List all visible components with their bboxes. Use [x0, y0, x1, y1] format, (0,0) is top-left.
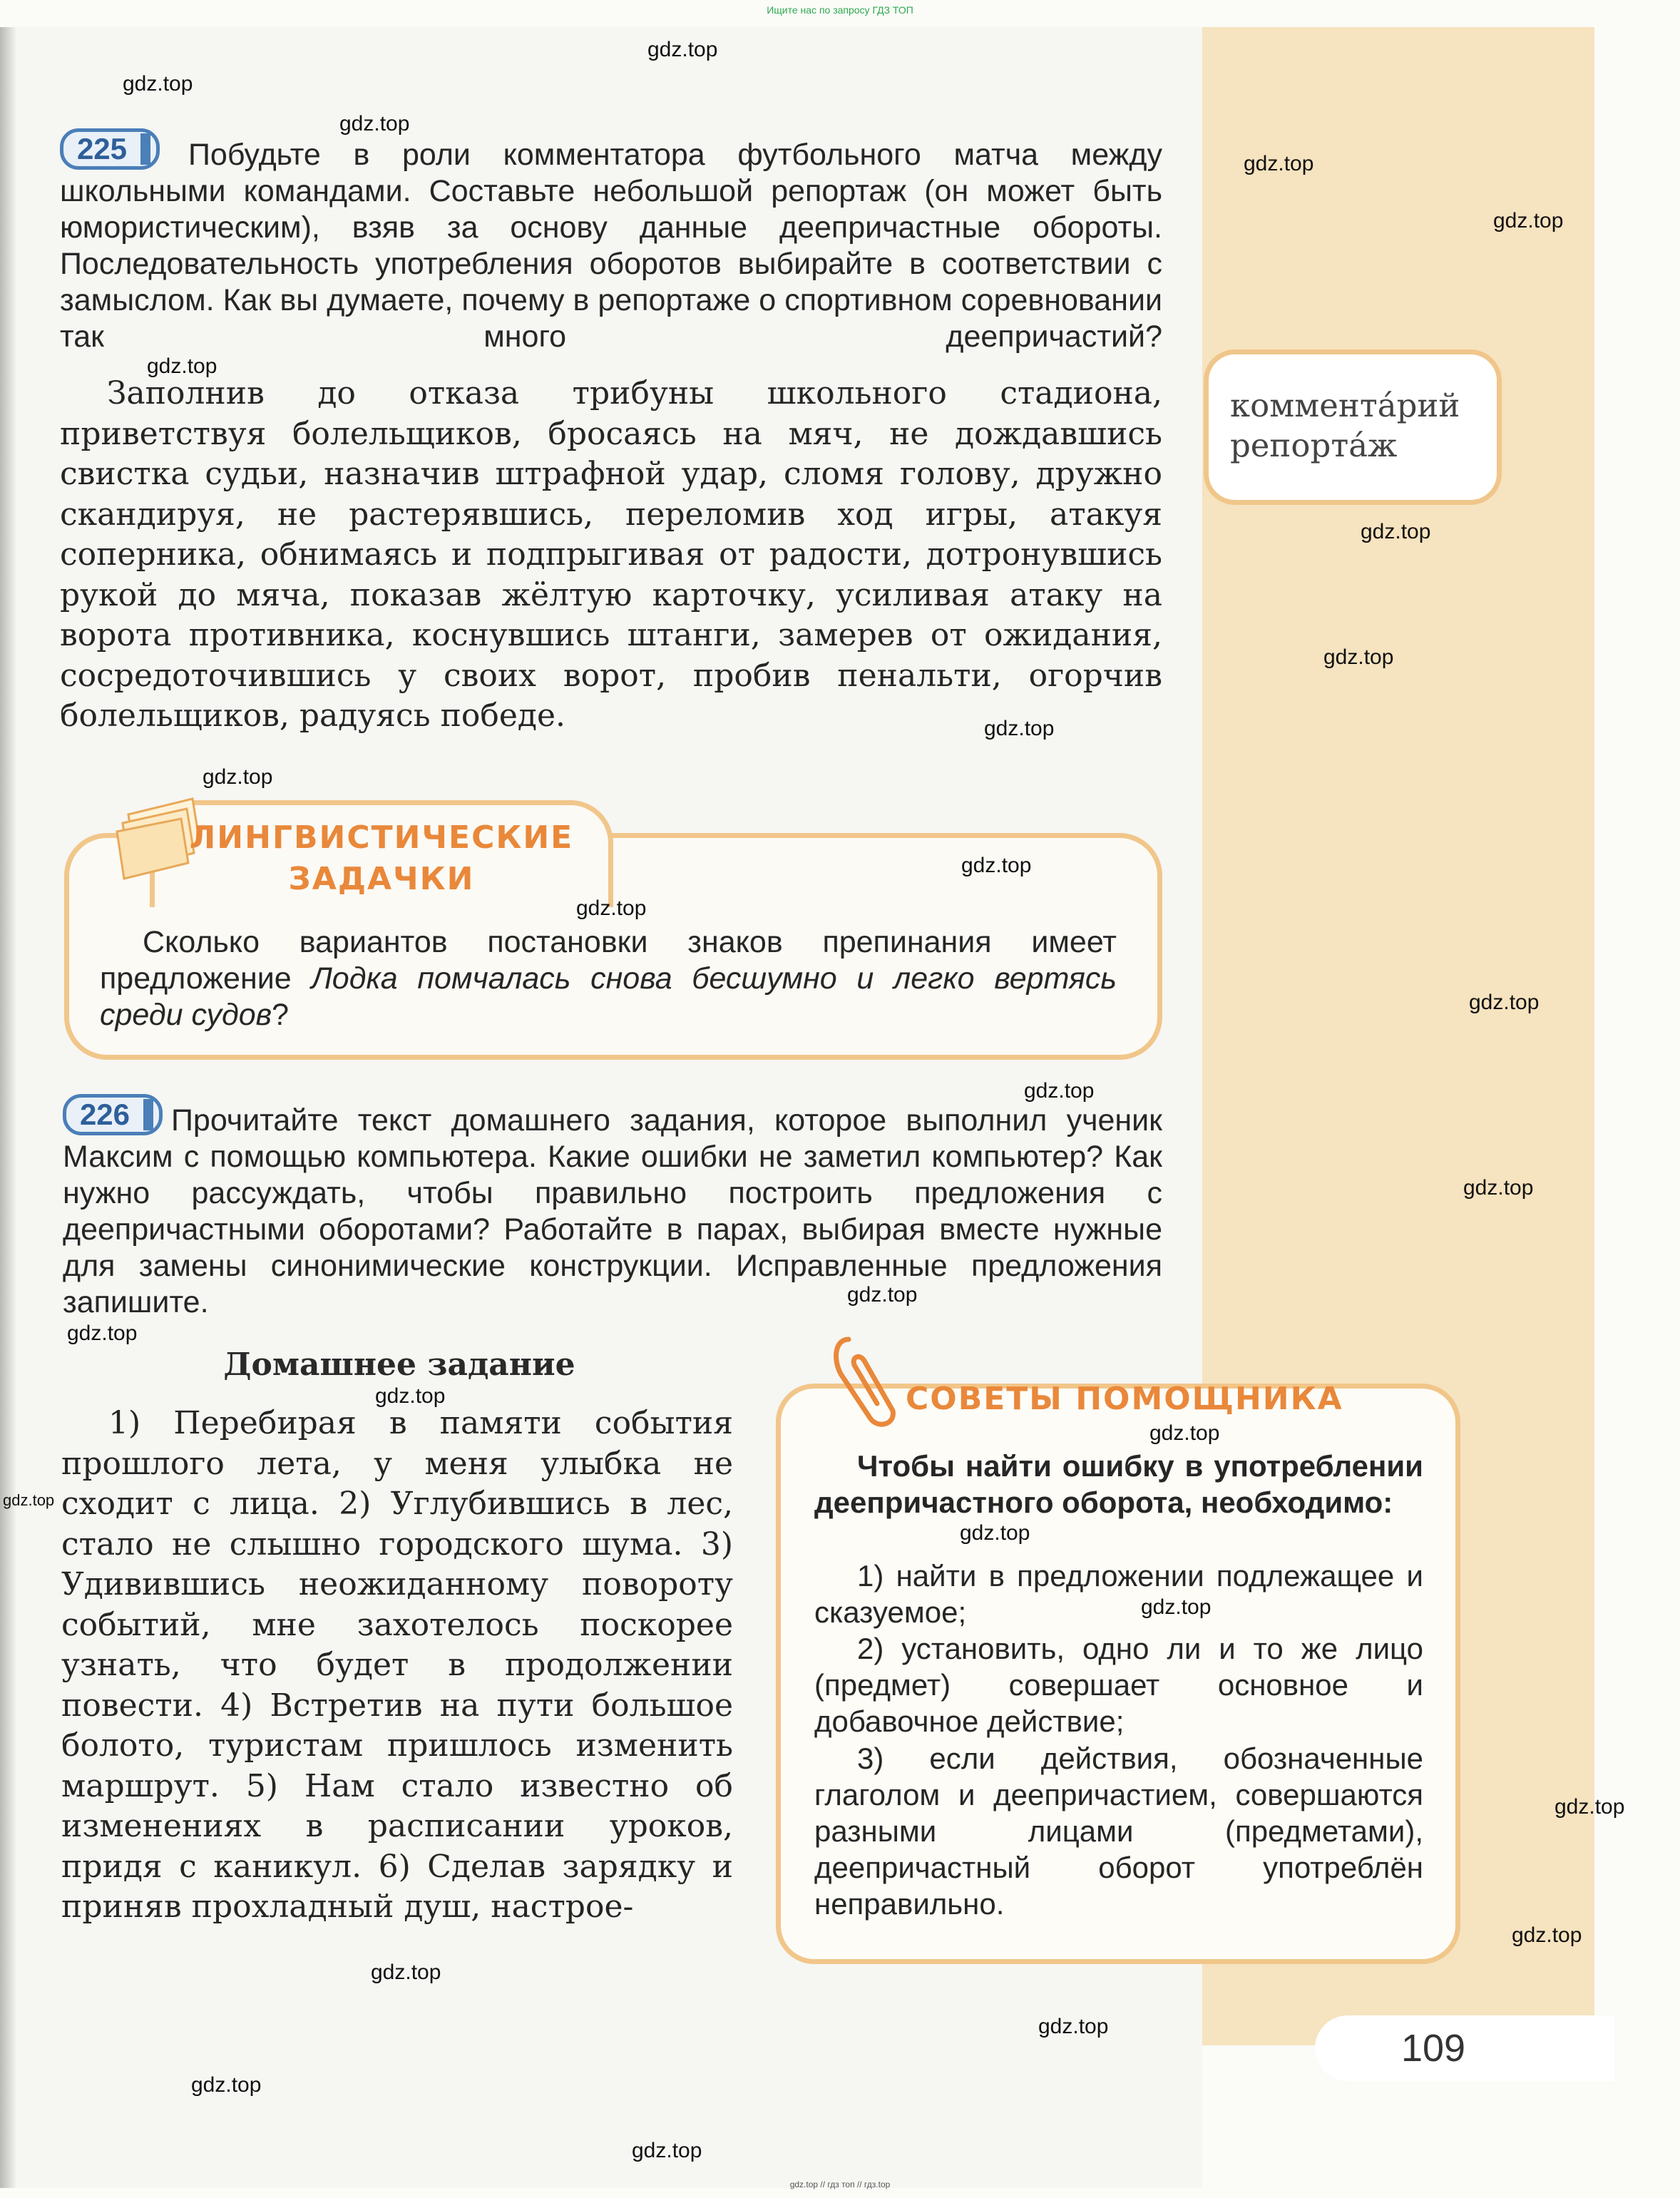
bottom-banner: gdz.top // гдз топ // гдз.top	[789, 2179, 891, 2189]
vocabulary-term-report: репорта́ж	[1230, 426, 1398, 464]
linguistic-task-text-start: Сколько вариантов постановки знаков препинания имеет предложение	[100, 925, 1117, 996]
watermark: gdz.top	[960, 1521, 1030, 1545]
watermark: gdz.top	[1141, 1595, 1212, 1619]
watermark: gdz.top	[984, 717, 1055, 740]
watermark: gdz.top	[67, 1322, 138, 1345]
watermark: gdz.top	[371, 1961, 441, 1984]
tips-item-1: 1) найти в предложении подлежащее и сказуемое;	[814, 1559, 1423, 1629]
watermark: gdz.top	[1469, 991, 1540, 1014]
watermark: gdz.top	[1323, 645, 1394, 669]
homework-heading: Домашнее задание	[223, 1346, 575, 1383]
watermark: gdz.top	[375, 1384, 446, 1408]
watermark: gdz.top	[1463, 1176, 1534, 1200]
tips-title: СОВЕТЫ ПОМОЩНИКА	[906, 1381, 1343, 1417]
watermark: gdz.top	[1361, 520, 1431, 543]
watermark: gdz.top	[632, 2139, 702, 2162]
paperclip-icon	[827, 1332, 906, 1432]
exercise-number-226: 226	[63, 1094, 163, 1135]
watermark: gdz.top	[1149, 1421, 1220, 1445]
watermark: gdz.top	[576, 896, 647, 920]
watermark: gdz.top	[147, 354, 217, 378]
exercise-225-task: Побудьте в роли комментатора футбольного матча между школьными командами. Составьте небольшой репортаж (он может быть юмористическим), взяв за основу данные деепричастные обороты. Последовательность употребления оборотов выбирайте в соответствии с замыслом. Как вы думаете, почему в репортаже о спортивном соревновании так много деепричастий?	[60, 138, 1162, 354]
watermark: gdz.top	[123, 72, 193, 96]
linguistic-task-text-end: ?	[272, 998, 290, 1032]
top-banner: Ищите нас по запросу ГДЗ ТОП	[767, 4, 913, 16]
tips-item-2: 2) установить, одно ли и то же лицо (предмет) совершает основное и добавочное действие;	[814, 1632, 1423, 1738]
tips-intro: Чтобы найти ошибку в употреблении деепричастного оборота, необходимо:	[814, 1449, 1423, 1519]
vocabulary-term-commentary: коммента́рий	[1230, 387, 1460, 424]
watermark: gdz.top	[1554, 1795, 1625, 1819]
watermark: gdz.top	[647, 38, 718, 61]
exercise-number-225: 225	[60, 128, 160, 170]
watermark: gdz.top	[191, 2073, 262, 2097]
linguistic-task-example-sentence: Лодка помчалась снова бесшумно и легко вертясь среди судов	[100, 961, 1117, 1032]
watermark: gdz.top	[3, 1491, 55, 1509]
exercise-225-phrases: Заполнив до отказа трибуны школьного стадиона, приветствуя болельщиков, бросаясь на мяч, не дождавшись свистка судьи, назначив штрафной удар, сломя голову, дружно скандируя, не растерявшись, переломив ход игры, атакуя соперника, обнимаясь и подпрыгивая от радости, дотронувшись рукой до мяча, показав жёлтую карточку, усиливая атаку на ворота противника, коснувшись штанги, замерев от ожидания, сосредоточившись у своих ворот, пробив пенальти, огорчив болельщиков, радуясь победе.	[60, 375, 1162, 734]
linguistic-task-title-line2: ЗАДАЧКИ	[288, 861, 475, 897]
homework-text: 1) Перебирая в памяти события прошлого лета, у меня улыбка не сходит с лица. 2) Углубившись в лес, стало не слышно городского шума. 3) Удивившись неожиданному повороту событий, мне захотелось поскорее узнать, что будет в продолжении повести. 4) Встретив на пути большое болото, туристам пришлось изменить маршрут. 5) Нам стало известно об изменениях в расписании уроков, придя с каникул. 6) Сделав зарядку и приняв прохладный душ, настрое-	[61, 1405, 733, 1925]
watermark: gdz.top	[847, 1283, 918, 1307]
vocabulary-box	[1204, 349, 1502, 505]
watermark: gdz.top	[339, 112, 410, 136]
linguistic-task-title-line1: ЛИНГВИСТИЧЕСКИЕ	[189, 819, 574, 856]
watermark: gdz.top	[1493, 209, 1564, 232]
watermark: gdz.top	[1038, 2015, 1109, 2038]
watermark: gdz.top	[1024, 1079, 1095, 1103]
exercise-226-task: Прочитайте текст домашнего задания, которое выполнил ученик Максим с помощью компьютера. Какие ошибки не заметил компьютер? Как нужно рассуждать, чтобы правильно построить предложения с деепричастными оборотами? Работайте в парах, выбирая вместе нужные для замены синонимические конструкции. Исправленные предложения запишите.	[63, 1103, 1162, 1319]
watermark: gdz.top	[1512, 1923, 1582, 1947]
linguistic-task-title	[164, 817, 599, 900]
spine-shadow	[0, 27, 16, 2188]
watermark: gdz.top	[1244, 152, 1314, 175]
watermark: gdz.top	[961, 854, 1032, 877]
page-number: 109	[1400, 2027, 1466, 2070]
watermark: gdz.top	[203, 765, 273, 789]
tips-item-3: 3) если действия, обозначенные глаголом и деепричастием, совершаются разными лицами (предметами), деепричастный оборот употреблён неправильно.	[814, 1742, 1423, 1921]
linguistic-task-text	[100, 924, 1117, 1033]
